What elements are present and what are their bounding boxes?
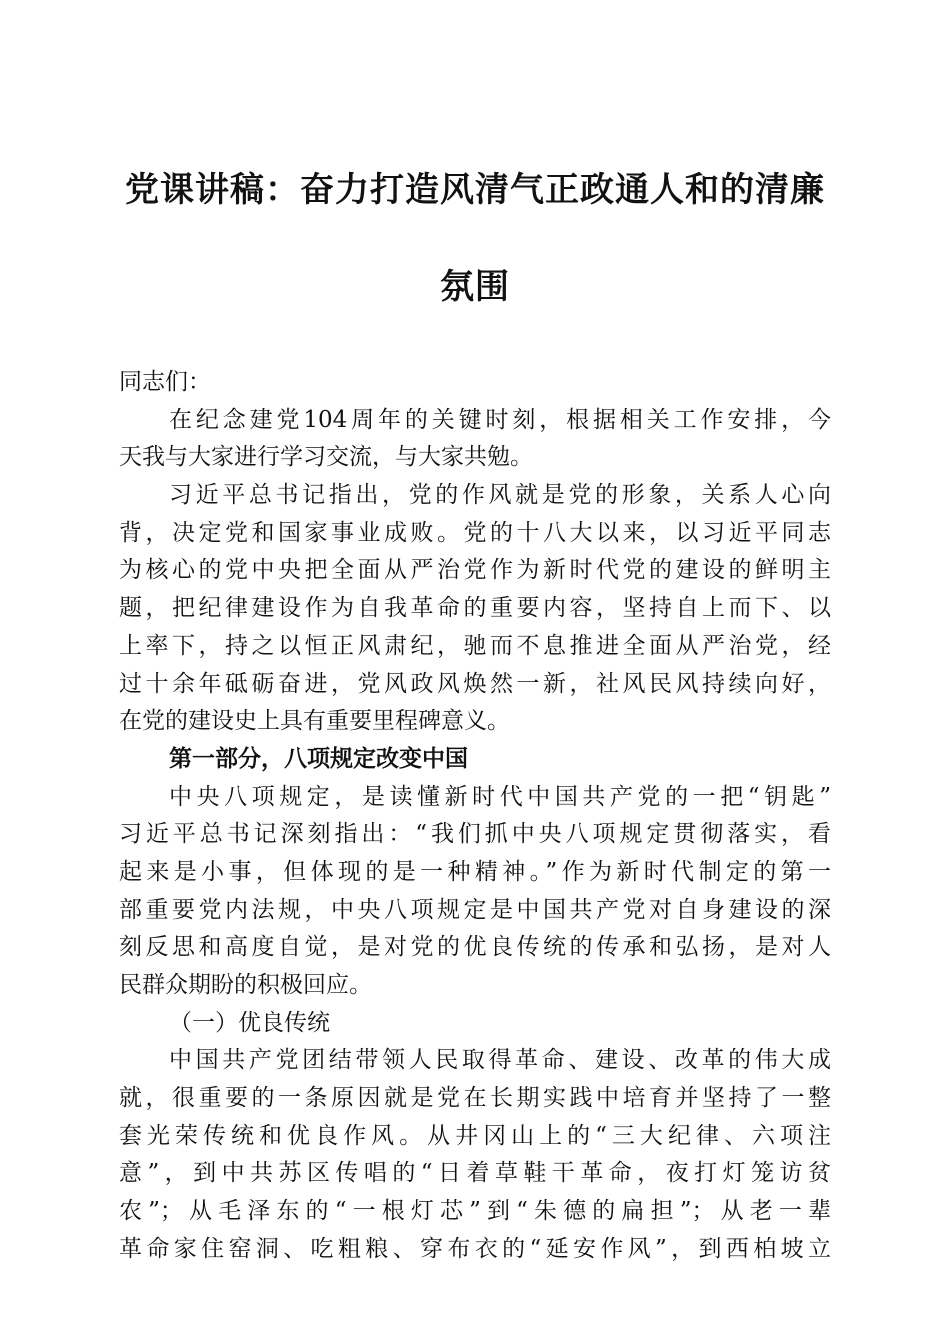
body-text-line: 为核心的党中央把全面从严治党作为新时代党的建设的鲜明主 bbox=[119, 557, 831, 584]
document-title-line-1: 党课讲稿：奋力打造风清气正政通人和的清廉 bbox=[125, 170, 825, 210]
document-title-line-2: 氛围 bbox=[440, 267, 510, 307]
body-text-line: 题，把纪律建设作为自我革命的重要内容，坚持自上而下、以 bbox=[119, 595, 831, 622]
body-text-line: 就，很重要的一条原因就是党在长期实践中培育并坚持了一整 bbox=[119, 1085, 831, 1112]
body-text-line: （一）优良传统 bbox=[169, 1009, 330, 1036]
body-text-line: 在纪念建党104周年的关键时刻，根据相关工作安排，今 bbox=[169, 406, 831, 433]
body-text-line: 农”；从毛泽东的“一根灯芯”到“朱德的扁担”；从老一辈 bbox=[119, 1198, 831, 1225]
document-body bbox=[119, 364, 831, 1269]
body-text-line: 习近平总书记指出，党的作风就是党的形象，关系人心向 bbox=[169, 482, 831, 509]
body-text-line: 习近平总书记深刻指出：“我们抓中央八项规定贯彻落实，看 bbox=[119, 821, 831, 848]
body-text-line: 民群众期盼的积极回应。 bbox=[119, 972, 372, 998]
body-text-line: 部重要党内法规，中央八项规定是中国共产党对自身建设的深 bbox=[119, 896, 831, 923]
section-heading: 第一部分，八项规定改变中国 bbox=[169, 745, 468, 772]
body-text-line: 意”，到中共苏区传唱的“日着草鞋干革命，夜打灯笼访贫 bbox=[119, 1160, 831, 1187]
body-text-line: 中央八项规定，是读懂新时代中国共产党的一把“钥匙” bbox=[169, 783, 831, 810]
body-text-line: 同志们： bbox=[119, 369, 211, 395]
body-text-line: 上率下，持之以恒正风肃纪，驰而不息推进全面从严治党，经 bbox=[119, 632, 831, 659]
body-text-line: 天我与大家进行学习交流，与大家共勉。 bbox=[119, 444, 533, 471]
body-text-line: 在党的建设史上具有重要里程碑意义。 bbox=[119, 708, 510, 735]
body-text-line: 背，决定党和国家事业成败。党的十八大以来，以习近平同志 bbox=[119, 519, 831, 546]
body-text-line: 套光荣传统和优良作风。从井冈山上的“三大纪律、六项注 bbox=[119, 1122, 831, 1149]
body-text-line: 过十余年砥砺奋进，党风政风焕然一新，社风民风持续向好， bbox=[119, 670, 831, 697]
body-text-line: 起来是小事，但体现的是一种精神。”作为新时代制定的第一 bbox=[119, 858, 831, 885]
body-text-line: 刻反思和高度自觉，是对党的优良传统的传承和弘扬，是对人 bbox=[119, 934, 831, 961]
body-text-line: 中国共产党团结带领人民取得革命、建设、改革的伟大成 bbox=[169, 1047, 831, 1074]
body-text-line: 革命家住窑洞、吃粗粮、穿布衣的“延安作风”，到西柏坡立 bbox=[119, 1235, 831, 1262]
